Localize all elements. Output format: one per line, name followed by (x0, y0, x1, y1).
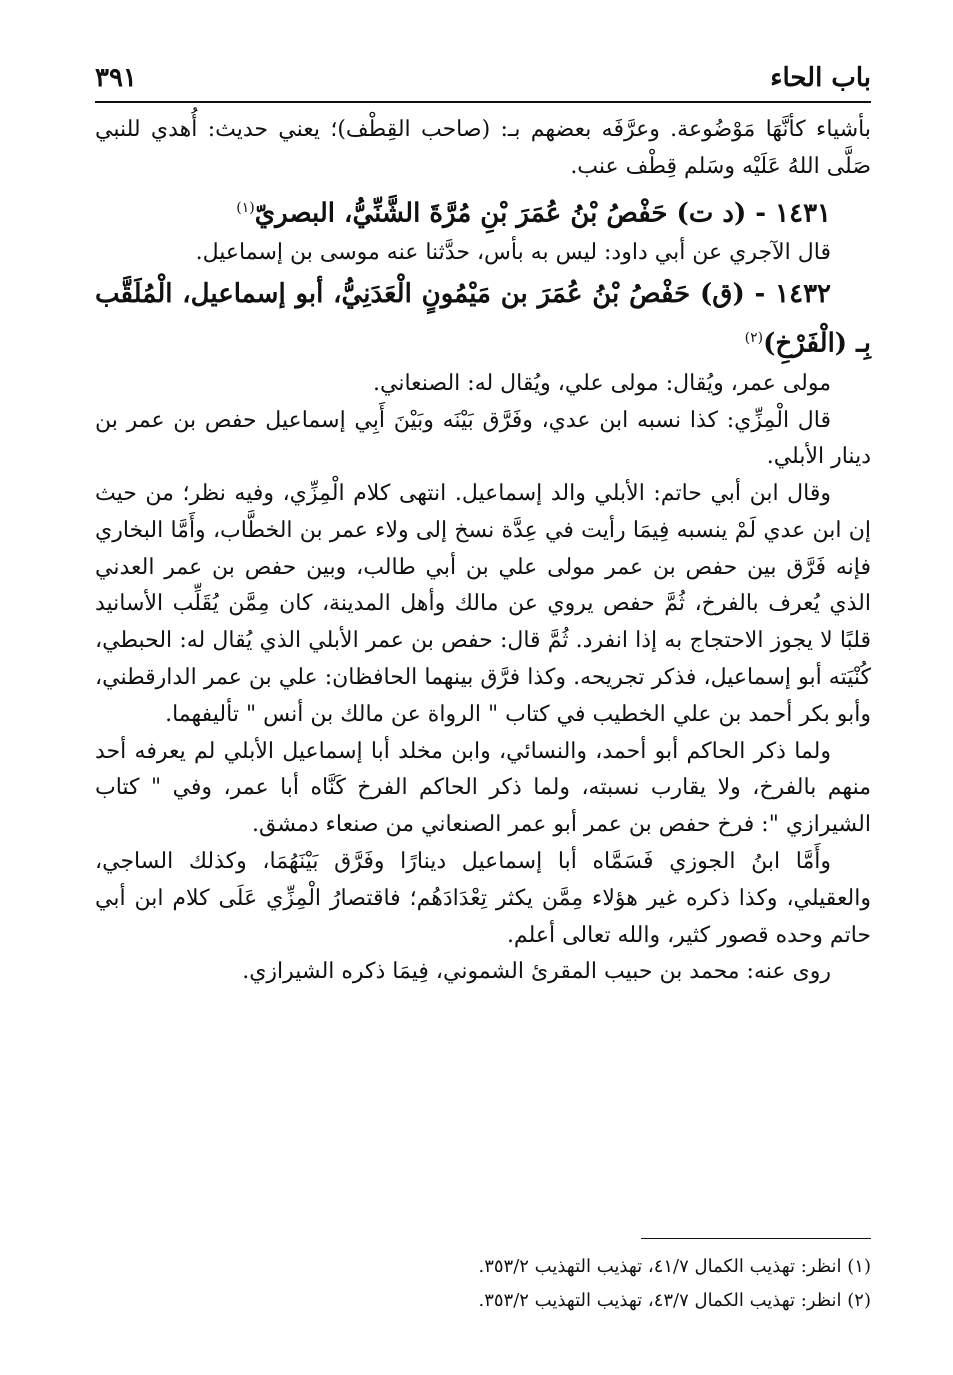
paragraph: مولى عمر، ويُقال: مولى علي، ويُقال له: الصنعاني. (372, 370, 831, 396)
entry-heading-text: ١٤٣٢ - (ق) حَفْصُ بْنُ عُمَرَ بن مَيْمُونٍ الْعَدَنِيُّ، أبو إسماعيل، الْمُلَقَّب بِـ (الْفَرْخِ) (95, 279, 871, 359)
footnotes (95, 1250, 871, 1318)
paragraph-continuation: بأشياء كأنَّهَا مَوْضُوعة. وعرَّفَه بعضهم بـ: (صاحب القِطْف)؛ يعني حديث: أُهدي للنبي صَلَّى اللهُ عَلَيْه وسَلم قِطْف عنب. (95, 117, 871, 179)
footnote-ref-2: (٢) (744, 330, 764, 347)
paragraph: قال الآجري عن أبي داود: ليس به بأس، حدَّثنا عنه موسى بن إسماعيل. (195, 240, 831, 266)
footnote-ref-1: (١) (236, 199, 255, 216)
paragraph: قال الْمِزِّي: كذا نسبه ابن عدي، وفَرَّق بَيْنَه وبَيْنَ أَبِي إسماعيل حفص بن عمر بن دينار الأبلي. (95, 407, 871, 470)
entry-heading-1432 (95, 272, 871, 366)
page-number: ٣٩١ (95, 63, 137, 93)
paragraph: ولما ذكر الحاكم أبو أحمد، والنسائي، وابن مخلد أبا إسماعيل الأبلي لم يعرفه أحد منهم بالفرخ، ولا يقارب نسبته، ولما ذكر الحاكم الفرخ كَنَّاه أبا عمر، وفي " كتاب الشيرازي ": فرخ حفص بن عمر أبو عمر الصنعاني من صنعاء دمشق. (95, 738, 871, 838)
header-rule (95, 101, 871, 103)
footnote-2: (٢) انظر: تهذيب الكمال ٤٣/٧، تهذيب التهذيب ٣٥٣/٢. (478, 1290, 871, 1311)
footnote-separator (641, 1238, 871, 1239)
paragraph: وأَمَّا ابنُ الجوزي فَسَمَّاه أبا إسماعيل دينارًا وفَرَّق بَيْنَهُمَا، وكذلك الساجي، والعقيلي، وكذا ذكره غير هؤلاء مِمَّن يكثر تِعْدَادَهُم؛ فاقتصارُ الْمِزِّي عَلَى كلام ابن أبي حاتم وحده قصور كثير، والله تعالى أعلم. (95, 849, 871, 948)
chapter-title: باب الحاء (770, 63, 871, 93)
paragraph: روى عنه: محمد بن حبيب المقرئ الشموني، فِيمَا ذكره الشيرازي. (242, 959, 831, 985)
entry-heading-text: ١٤٣١ - (د ت) حَفْصُ بْنُ عُمَرَ بْنِ مُرَّةَ الشَّنِّيُّ، البصريّ (254, 198, 831, 229)
entry-heading-1431 (95, 186, 871, 236)
main-text (95, 112, 871, 991)
footnote-1: (١) انظر: تهذيب الكمال ٤١/٧، تهذيب التهذيب ٣٥٣/٢. (478, 1256, 871, 1277)
paragraph: وقال ابن أبي حاتم: الأبلي والد إسماعيل. انتهى كلام الْمِزِّي، وفيه نظر؛ من حيث إن ابن عدي لَمْ ينسبه فِيمَا رأيت في عِدَّة نسخ إلى ولاء عمر بن الخطَّاب، وأَمَّا البخاري فإنه فَرَّق بين حفص بن عمر مولى علي بن أبي طالب، وبين حفص بن عمر العدني الذي يُعرف بالفرخ، ثُمَّ حفص يروي عن مالك وأهل المدينة، كان مِمَّن يُقَلِّب الأسانيد قلبًا لا يجوز الاحتجاج به إذا انفرد. ثُمَّ قال: حفص بن عمر الأبلي الذي يُقال له: الحبطي، كُنْيَته أبو إسماعيل، فذكر تجريحه. وكذا فرَّق بينهما الحافظان: علي بن عمر الدارقطني، وأبو بكر أحمد بن علي الخطيب في كتاب " الرواة عن مالك بن أنس " تأليفهما. (95, 481, 872, 727)
running-header (95, 58, 871, 98)
